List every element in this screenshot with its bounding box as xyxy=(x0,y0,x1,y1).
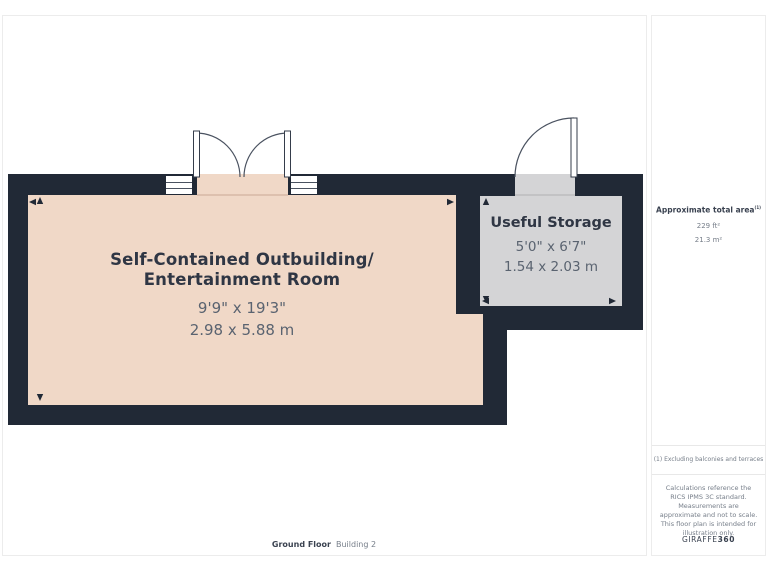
window-pane-line xyxy=(291,188,317,189)
floor-footer xyxy=(2,540,646,549)
room-label-storage xyxy=(478,214,624,277)
sidebar-divider xyxy=(652,445,765,446)
wall-right-lower xyxy=(483,306,507,425)
window-icon xyxy=(165,175,193,195)
wall-bottom xyxy=(8,404,507,425)
wall-left xyxy=(8,174,28,425)
area-footnote: (1) Excluding balconies and terraces xyxy=(653,456,764,463)
area-value-metric: 21.3 m² xyxy=(694,236,723,244)
room-label-main xyxy=(62,250,422,341)
building-label: Building 2 xyxy=(335,540,377,549)
storage-door-opening xyxy=(515,174,575,196)
sidebar-divider xyxy=(652,474,765,475)
area-value-imperial: 229 ft² xyxy=(696,222,721,230)
brand-logo xyxy=(651,535,766,544)
room-dims-imperial: 9'9" x 19'3" xyxy=(197,299,287,317)
area-heading-footnote-marker: (1) xyxy=(754,205,761,210)
disclaimer-text: Calculations reference the RICS IPMS 3C standard. Measurements are approximate and not to scale. This floor plan is intended for illustration only. xyxy=(659,484,758,537)
room-title-line2: Entertainment Room xyxy=(143,270,341,289)
window-pane-line xyxy=(291,182,317,183)
area-heading-text: Approximate total area xyxy=(656,205,755,215)
window-pane-line xyxy=(166,188,192,189)
floor-label: Ground Floor xyxy=(271,540,331,549)
brand-suffix: 360 xyxy=(717,535,736,544)
room-dims-metric: 2.98 x 5.88 m xyxy=(189,321,295,339)
room-dims-imperial: 5'0" x 6'7" xyxy=(515,239,587,255)
room-main-floor-extension xyxy=(456,314,483,405)
double-door-opening xyxy=(197,174,288,196)
room-title-line1: Self-Contained Outbuilding/ xyxy=(110,250,374,269)
brand-name: GIRAFFE xyxy=(681,535,718,544)
window-icon xyxy=(290,175,318,195)
window-pane-line xyxy=(166,182,192,183)
room-title: Useful Storage xyxy=(490,215,612,231)
room-dims-metric: 1.54 x 2.03 m xyxy=(503,259,599,275)
approximate-area-heading xyxy=(651,205,766,215)
